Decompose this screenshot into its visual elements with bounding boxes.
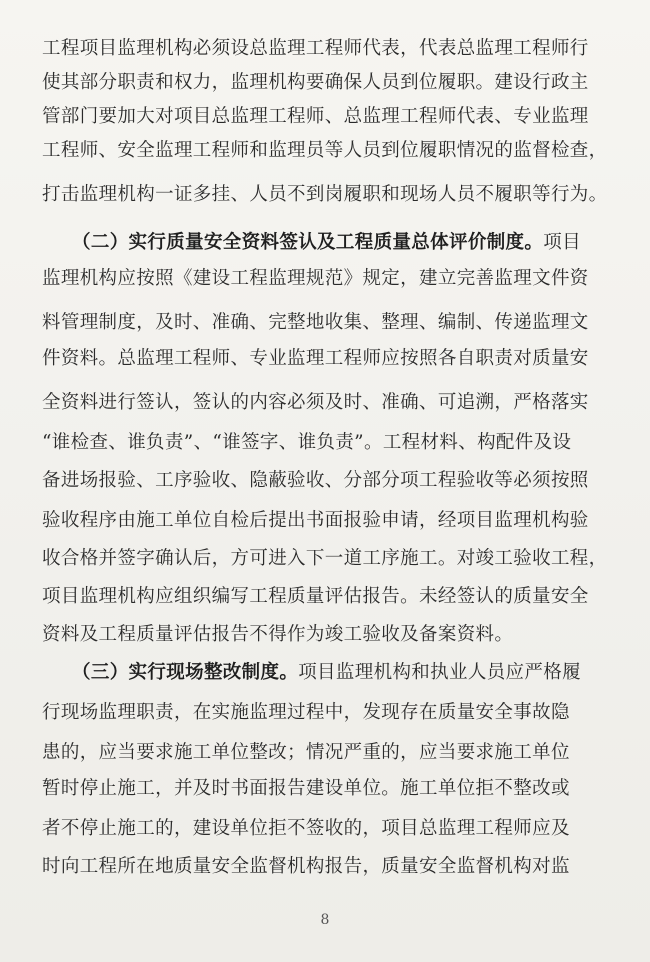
- line-text: 时向工程所在地质量安全监督机构报告，质量安全监督机构对监: [42, 856, 570, 877]
- text-line: [0, 812, 642, 846]
- text-line: [0, 226, 642, 260]
- line-text: 收合格并签字确认后，方可进入下一道工序施工。对竣工验收工程，: [42, 548, 608, 569]
- page-number: 8: [320, 912, 330, 928]
- text-line: [0, 656, 642, 690]
- section-heading: （三）实行现场整改制度。: [72, 662, 299, 683]
- line-text: “谁检查、谁负责”、“谁签字、谁负责”。工程材料、构配件及设: [42, 432, 572, 453]
- line-text: 项目: [543, 232, 581, 253]
- line-text: 全资料进行签认，签认的内容必须及时、准确、可追溯，严格落实: [42, 392, 589, 413]
- line-text: 资料及工程质量评估报告不得作为竣工验收及备案资料。: [42, 624, 514, 645]
- text-line: [0, 618, 642, 652]
- text-line: [0, 736, 642, 770]
- line-text: 项目监理机构应组织编写工程质量评估报告。未经签认的质量安全: [42, 586, 589, 607]
- line-text: 管部门要加大对项目总监理工程师、总监理工程师代表、专业监理: [42, 106, 589, 127]
- line-text: 打击监理机构一证多挂、人员不到岗履职和现场人员不履职等行为。: [42, 184, 608, 205]
- line-text: 工程师、安全监理工程师和监理员等人员到位履职情况的监督检查，: [42, 140, 608, 161]
- line-text: 验收程序由施工单位自检后提出书面报验申请，经项目监理机构验: [42, 510, 589, 531]
- text-line: [0, 66, 642, 100]
- text-line: [0, 386, 642, 420]
- line-text: 暂时停止施工，并及时书面报告建设单位。施工单位拒不整改或: [42, 778, 570, 799]
- line-text: 者不停止施工的，建设单位拒不签收的，项目总监理工程师应及: [42, 818, 570, 839]
- line-text: 料管理制度，及时、准确、完整地收集、整理、编制、传递监理文: [42, 312, 589, 333]
- line-text: 监理机构应按照《建设工程监理规范》规定，建立完善监理文件资: [42, 268, 589, 289]
- line-text: 使其部分职责和权力，监理机构要确保人员到位履职。建设行政主: [42, 72, 589, 93]
- text-line: [0, 100, 642, 134]
- text-line: [0, 134, 642, 168]
- text-line: [0, 306, 642, 340]
- text-line: [0, 696, 642, 730]
- line-text: 项目监理机构和执业人员应严格履: [298, 662, 581, 683]
- text-line: [0, 464, 642, 498]
- text-line: [0, 342, 642, 376]
- text-line: [0, 178, 642, 212]
- text-line: [0, 262, 642, 296]
- line-text: 备进场报验、工序验收、隐蔽验收、分部分项工程验收等必须按照: [42, 470, 589, 491]
- line-text: 件资料。总监理工程师、专业监理工程师应按照各自职责对质量安: [42, 348, 589, 369]
- line-text: 行现场监理职责，在实施监理过程中，发现存在质量安全事故隐: [42, 702, 570, 723]
- text-line: [0, 504, 642, 538]
- text-line: [0, 580, 642, 614]
- text-line: [0, 850, 642, 884]
- text-line: [0, 772, 642, 806]
- text-line: [0, 32, 642, 66]
- text-line: [0, 542, 642, 576]
- line-text: 工程项目监理机构必须设总监理工程师代表，代表总监理工程师行: [42, 38, 589, 59]
- section-heading: （二）实行质量安全资料签认及工程质量总体评价制度。: [72, 232, 544, 253]
- line-text: 患的，应当要求施工单位整改；情况严重的，应当要求施工单位: [42, 742, 570, 763]
- text-line: [0, 426, 642, 460]
